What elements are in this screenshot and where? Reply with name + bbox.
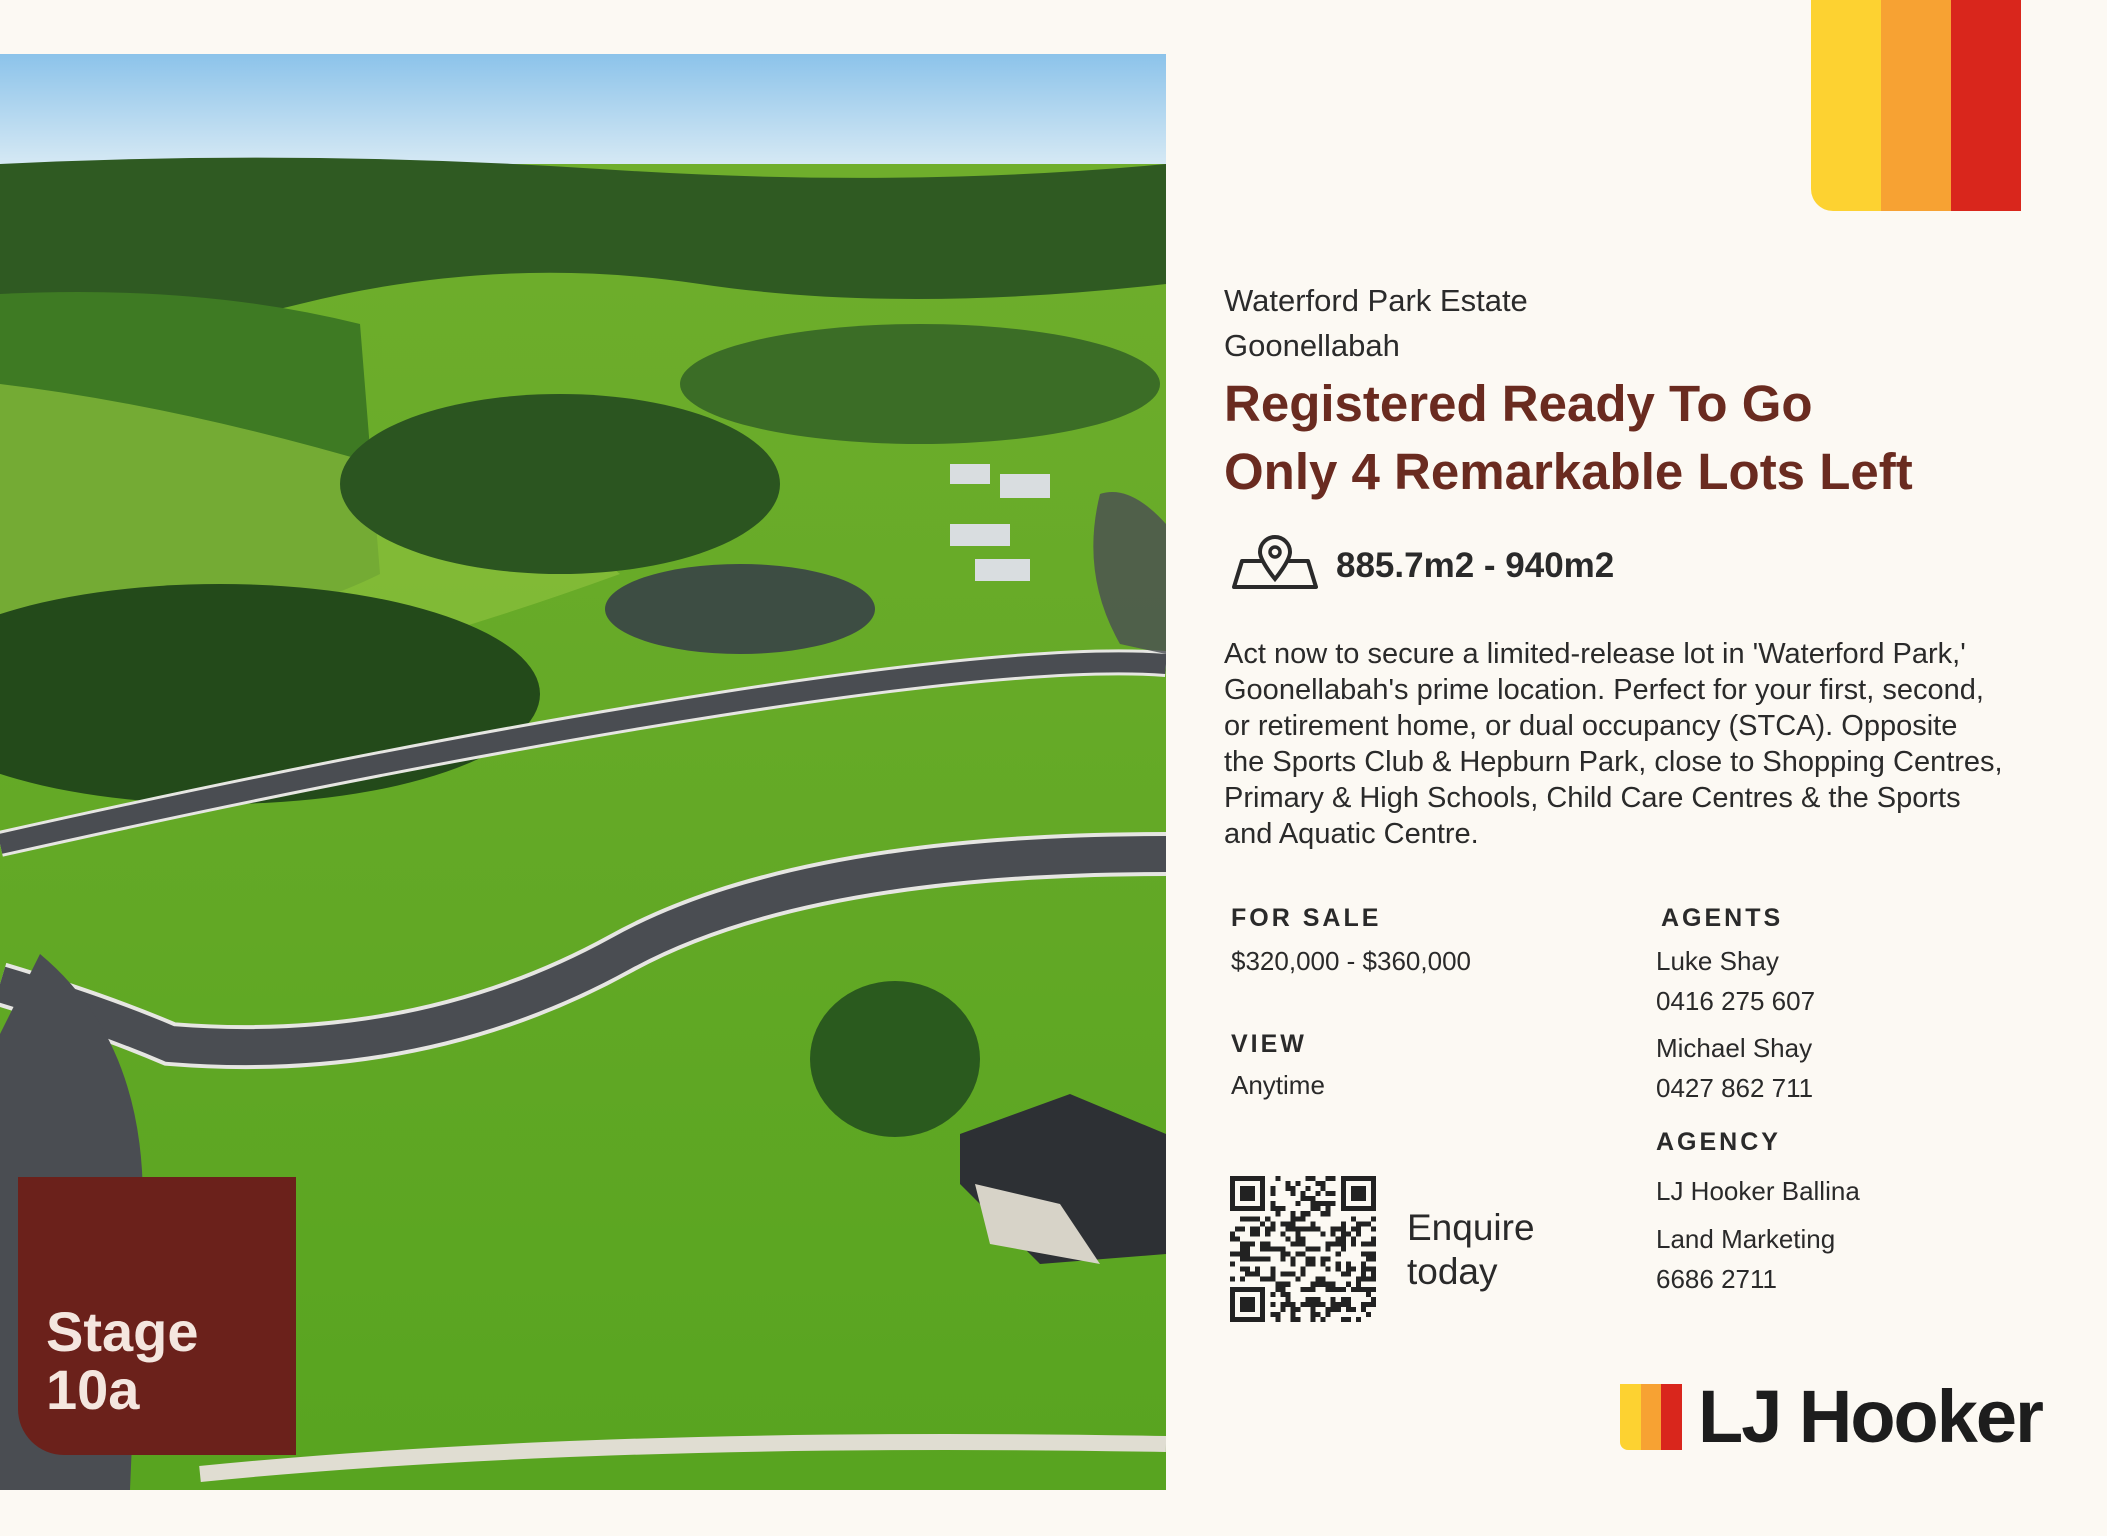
enquire-text: Enquire today <box>1407 1207 1535 1292</box>
headline-line-1: Registered Ready To Go <box>1224 375 1813 432</box>
map-pin-icon <box>1232 535 1318 596</box>
agency-phone[interactable]: 6686 2711 <box>1656 1264 1777 1294</box>
estate-name: Waterford Park Estate <box>1224 283 1528 318</box>
logo-mark <box>1620 1384 1682 1450</box>
for-sale-label: FOR SALE <box>1231 904 1382 932</box>
agent-2-phone[interactable]: 0427 862 711 <box>1656 1073 1814 1103</box>
description: Act now to secure a limited-release lot in 'Waterford Park,' Goonellabah's prime location. Perfect for your first, second, or retirement home, or dual occupancy (STCA). Opposite the Sports Club & Hepburn Park, close to Shopping Centres, Primary & High Schools, Child Care Centres & the Sports and Aquatic Centre. <box>1224 638 2003 850</box>
view-value: Anytime <box>1231 1070 1325 1100</box>
agency-dept: Land Marketing <box>1656 1224 1836 1254</box>
suburb-name: Goonellabah <box>1224 328 1400 363</box>
brand-stripes <box>1811 0 2021 211</box>
lot-size-value: 885.7m2 - 940m2 <box>1336 545 1615 585</box>
agency-name: LJ Hooker Ballina <box>1656 1176 1860 1206</box>
agent-2-name: Michael Shay <box>1656 1033 1813 1063</box>
estate-header <box>1224 278 1528 368</box>
logo-wordmark: LJ Hooker <box>1698 1375 2042 1458</box>
agent-1-name: Luke Shay <box>1656 946 1779 976</box>
agency-label: AGENCY <box>1656 1128 1781 1156</box>
agent-1-phone[interactable]: 0416 275 607 <box>1656 986 1816 1016</box>
headline <box>1224 370 1913 506</box>
headline-line-2: Only 4 Remarkable Lots Left <box>1224 443 1913 500</box>
stage-label: Stage 10a <box>46 1300 199 1421</box>
lj-hooker-logo <box>1620 1374 2042 1459</box>
price-range: $320,000 - $360,000 <box>1231 946 1471 976</box>
view-label: VIEW <box>1231 1030 1307 1058</box>
qr-code-icon[interactable] <box>1230 1176 1376 1322</box>
agents-label: AGENTS <box>1661 904 1784 932</box>
lot-size <box>1232 535 1614 596</box>
stage-badge <box>18 1177 296 1455</box>
